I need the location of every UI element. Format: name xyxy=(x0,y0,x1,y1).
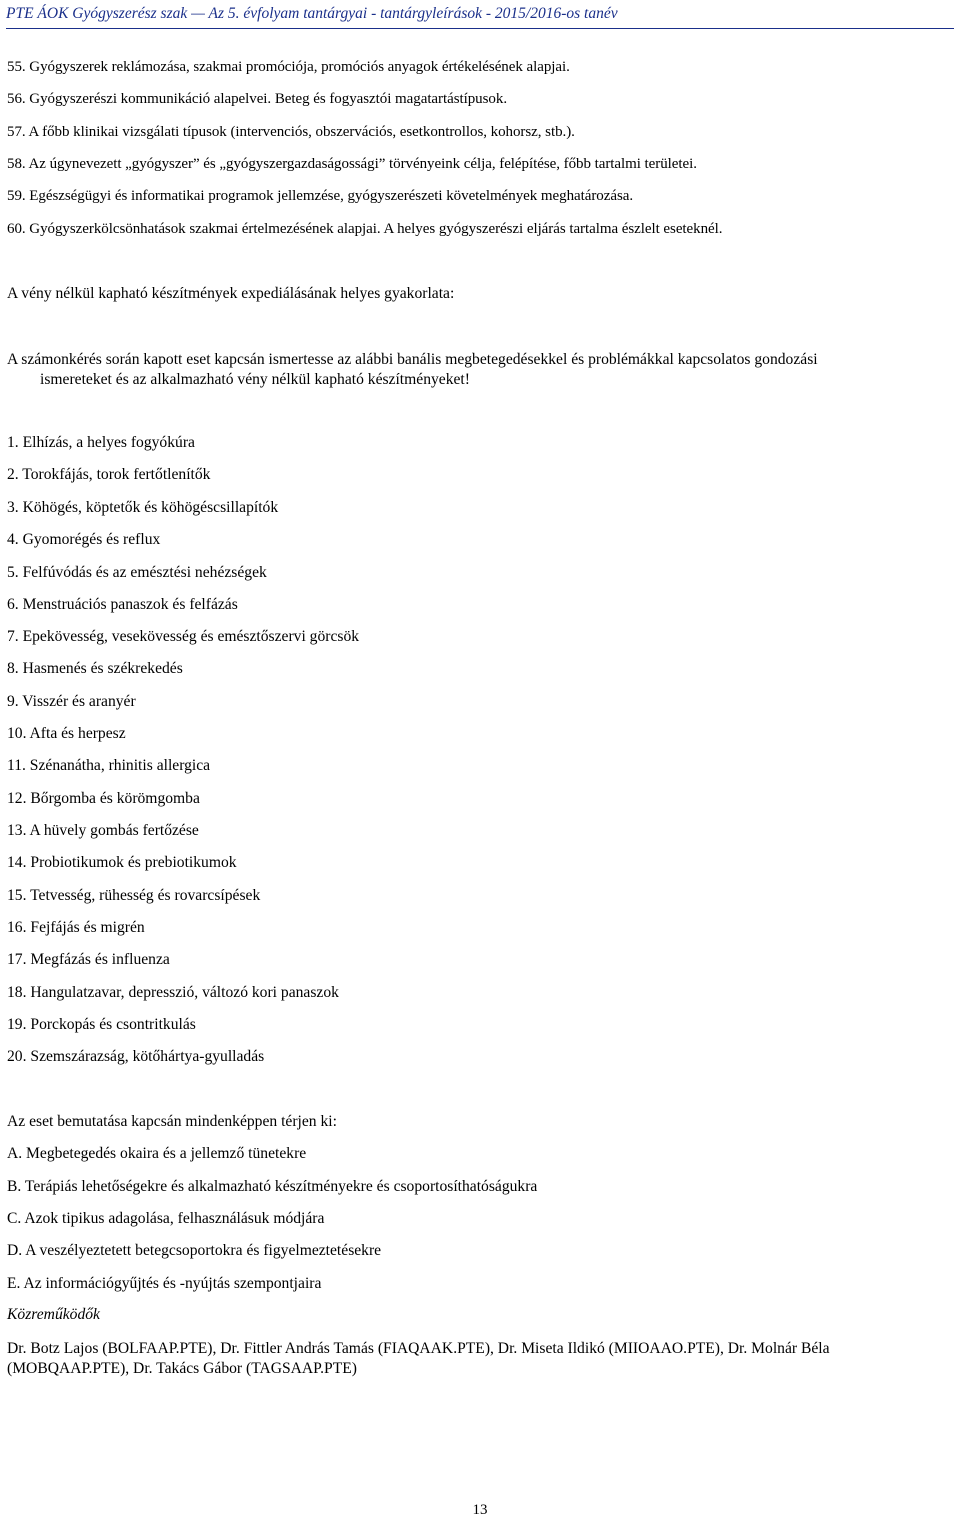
section-title: A vény nélkül kapható készítmények expediálásának helyes gyakorlata: xyxy=(7,285,455,302)
list-item: 14. Probiotikumok és prebiotikumok xyxy=(7,854,237,871)
list-item: 12. Bőrgomba és körömgomba xyxy=(7,790,200,807)
contributors-paragraph xyxy=(7,1339,959,1379)
list-item: 18. Hangulatzavar, depresszió, változó kori panaszok xyxy=(7,984,339,1001)
intro-line: A számonkérés során kapott eset kapcsán ismertesse az alábbi banális megbetegedésekkel és problémákkal kapcsolatos gondozási xyxy=(7,351,818,368)
page-number: 13 xyxy=(472,1502,488,1518)
list-item: 17. Megfázás és influenza xyxy=(7,951,170,968)
intro-paragraph xyxy=(7,350,959,390)
contributors-label: Közreműködők xyxy=(7,1306,100,1323)
header-divider xyxy=(6,28,954,29)
list-item: 20. Szemszárazság, kötőhártya-gyulladás xyxy=(7,1048,265,1065)
list-item: 19. Porckopás és csontritkulás xyxy=(7,1016,196,1033)
topic-item: 59. Egészségügyi és informatikai programok jellemzése, gyógyszerészeti követelmények meghatározása. xyxy=(7,188,634,204)
contributors-line: (MOBQAAP.PTE), Dr. Takács Gábor (TAGSAAP.PTE) xyxy=(7,1360,357,1377)
list-item: 2. Torokfájás, torok fertőtlenítők xyxy=(7,466,211,483)
list-item: A. Megbetegedés okaira és a jellemző tünetekre xyxy=(7,1145,307,1162)
list-item: 5. Felfúvódás és az emésztési nehézségek xyxy=(7,564,267,581)
case-intro: Az eset bemutatása kapcsán mindenképpen térjen ki: xyxy=(7,1113,337,1130)
list-item: 11. Szénanátha, rhinitis allergica xyxy=(7,757,211,774)
list-item: D. A veszélyeztetett betegcsoportokra és figyelmeztetésekre xyxy=(7,1242,382,1259)
list-item: 1. Elhízás, a helyes fogyókúra xyxy=(7,434,195,451)
topic-item: 58. Az úgynevezett „gyógyszer” és „gyógyszergazdaságossági” törvényeink célja, felépítése, főbb tartalmi területei. xyxy=(7,156,697,172)
list-item: 4. Gyomorégés és reflux xyxy=(7,531,161,548)
list-item: 6. Menstruációs panaszok és felfázás xyxy=(7,596,238,613)
list-item: E. Az információgyűjtés és -nyújtás szempontjaira xyxy=(7,1275,322,1292)
list-item: 10. Afta és herpesz xyxy=(7,725,126,742)
topic-item: 57. A főbb klinikai vizsgálati típusok (intervenciós, obszervációs, esetkontrollos, kohorsz, stb.). xyxy=(7,124,575,140)
topic-item: 55. Gyógyszerek reklámozása, szakmai promóciója, promóciós anyagok értékelésének alapjai. xyxy=(7,59,570,75)
contributors-line: Dr. Botz Lajos (BOLFAAP.PTE), Dr. Fittler András Tamás (FIAQAAK.PTE), Dr. Miseta Ildikó (MIIOAAO.PTE), Dr. Molnár Béla xyxy=(7,1340,830,1357)
list-item: 15. Tetvesség, rühesség és rovarcsípések xyxy=(7,887,261,904)
running-header: PTE ÁOK Gyógyszerész szak — Az 5. évfolyam tantárgyai - tantárgyleírások - 2015/2016-os tanév xyxy=(6,5,618,22)
list-item: 7. Epekövesség, vesekövesség és emésztőszervi görcsök xyxy=(7,628,360,645)
topic-item: 60. Gyógyszerkölcsönhatások szakmai értelmezésének alapjai. A helyes gyógyszerészi eljárás tartalma észlelt eseteknél. xyxy=(7,221,723,237)
list-item: 3. Köhögés, köptetők és köhögéscsillapítók xyxy=(7,499,279,516)
list-item: B. Terápiás lehetőségekre és alkalmazható készítményekre és csoportosíthatóságukra xyxy=(7,1178,538,1195)
topic-item: 56. Gyógyszerészi kommunikáció alapelvei. Beteg és fogyasztói magatartástípusok. xyxy=(7,91,508,107)
list-item: C. Azok tipikus adagolása, felhasználásuk módjára xyxy=(7,1210,325,1227)
intro-line: ismereteket és az alkalmazható vény nélkül kapható készítményeket! xyxy=(40,371,470,388)
list-item: 13. A hüvely gombás fertőzése xyxy=(7,822,199,839)
list-item: 8. Hasmenés és székrekedés xyxy=(7,660,183,677)
list-item: 16. Fejfájás és migrén xyxy=(7,919,145,936)
list-item: 9. Visszér és aranyér xyxy=(7,693,136,710)
